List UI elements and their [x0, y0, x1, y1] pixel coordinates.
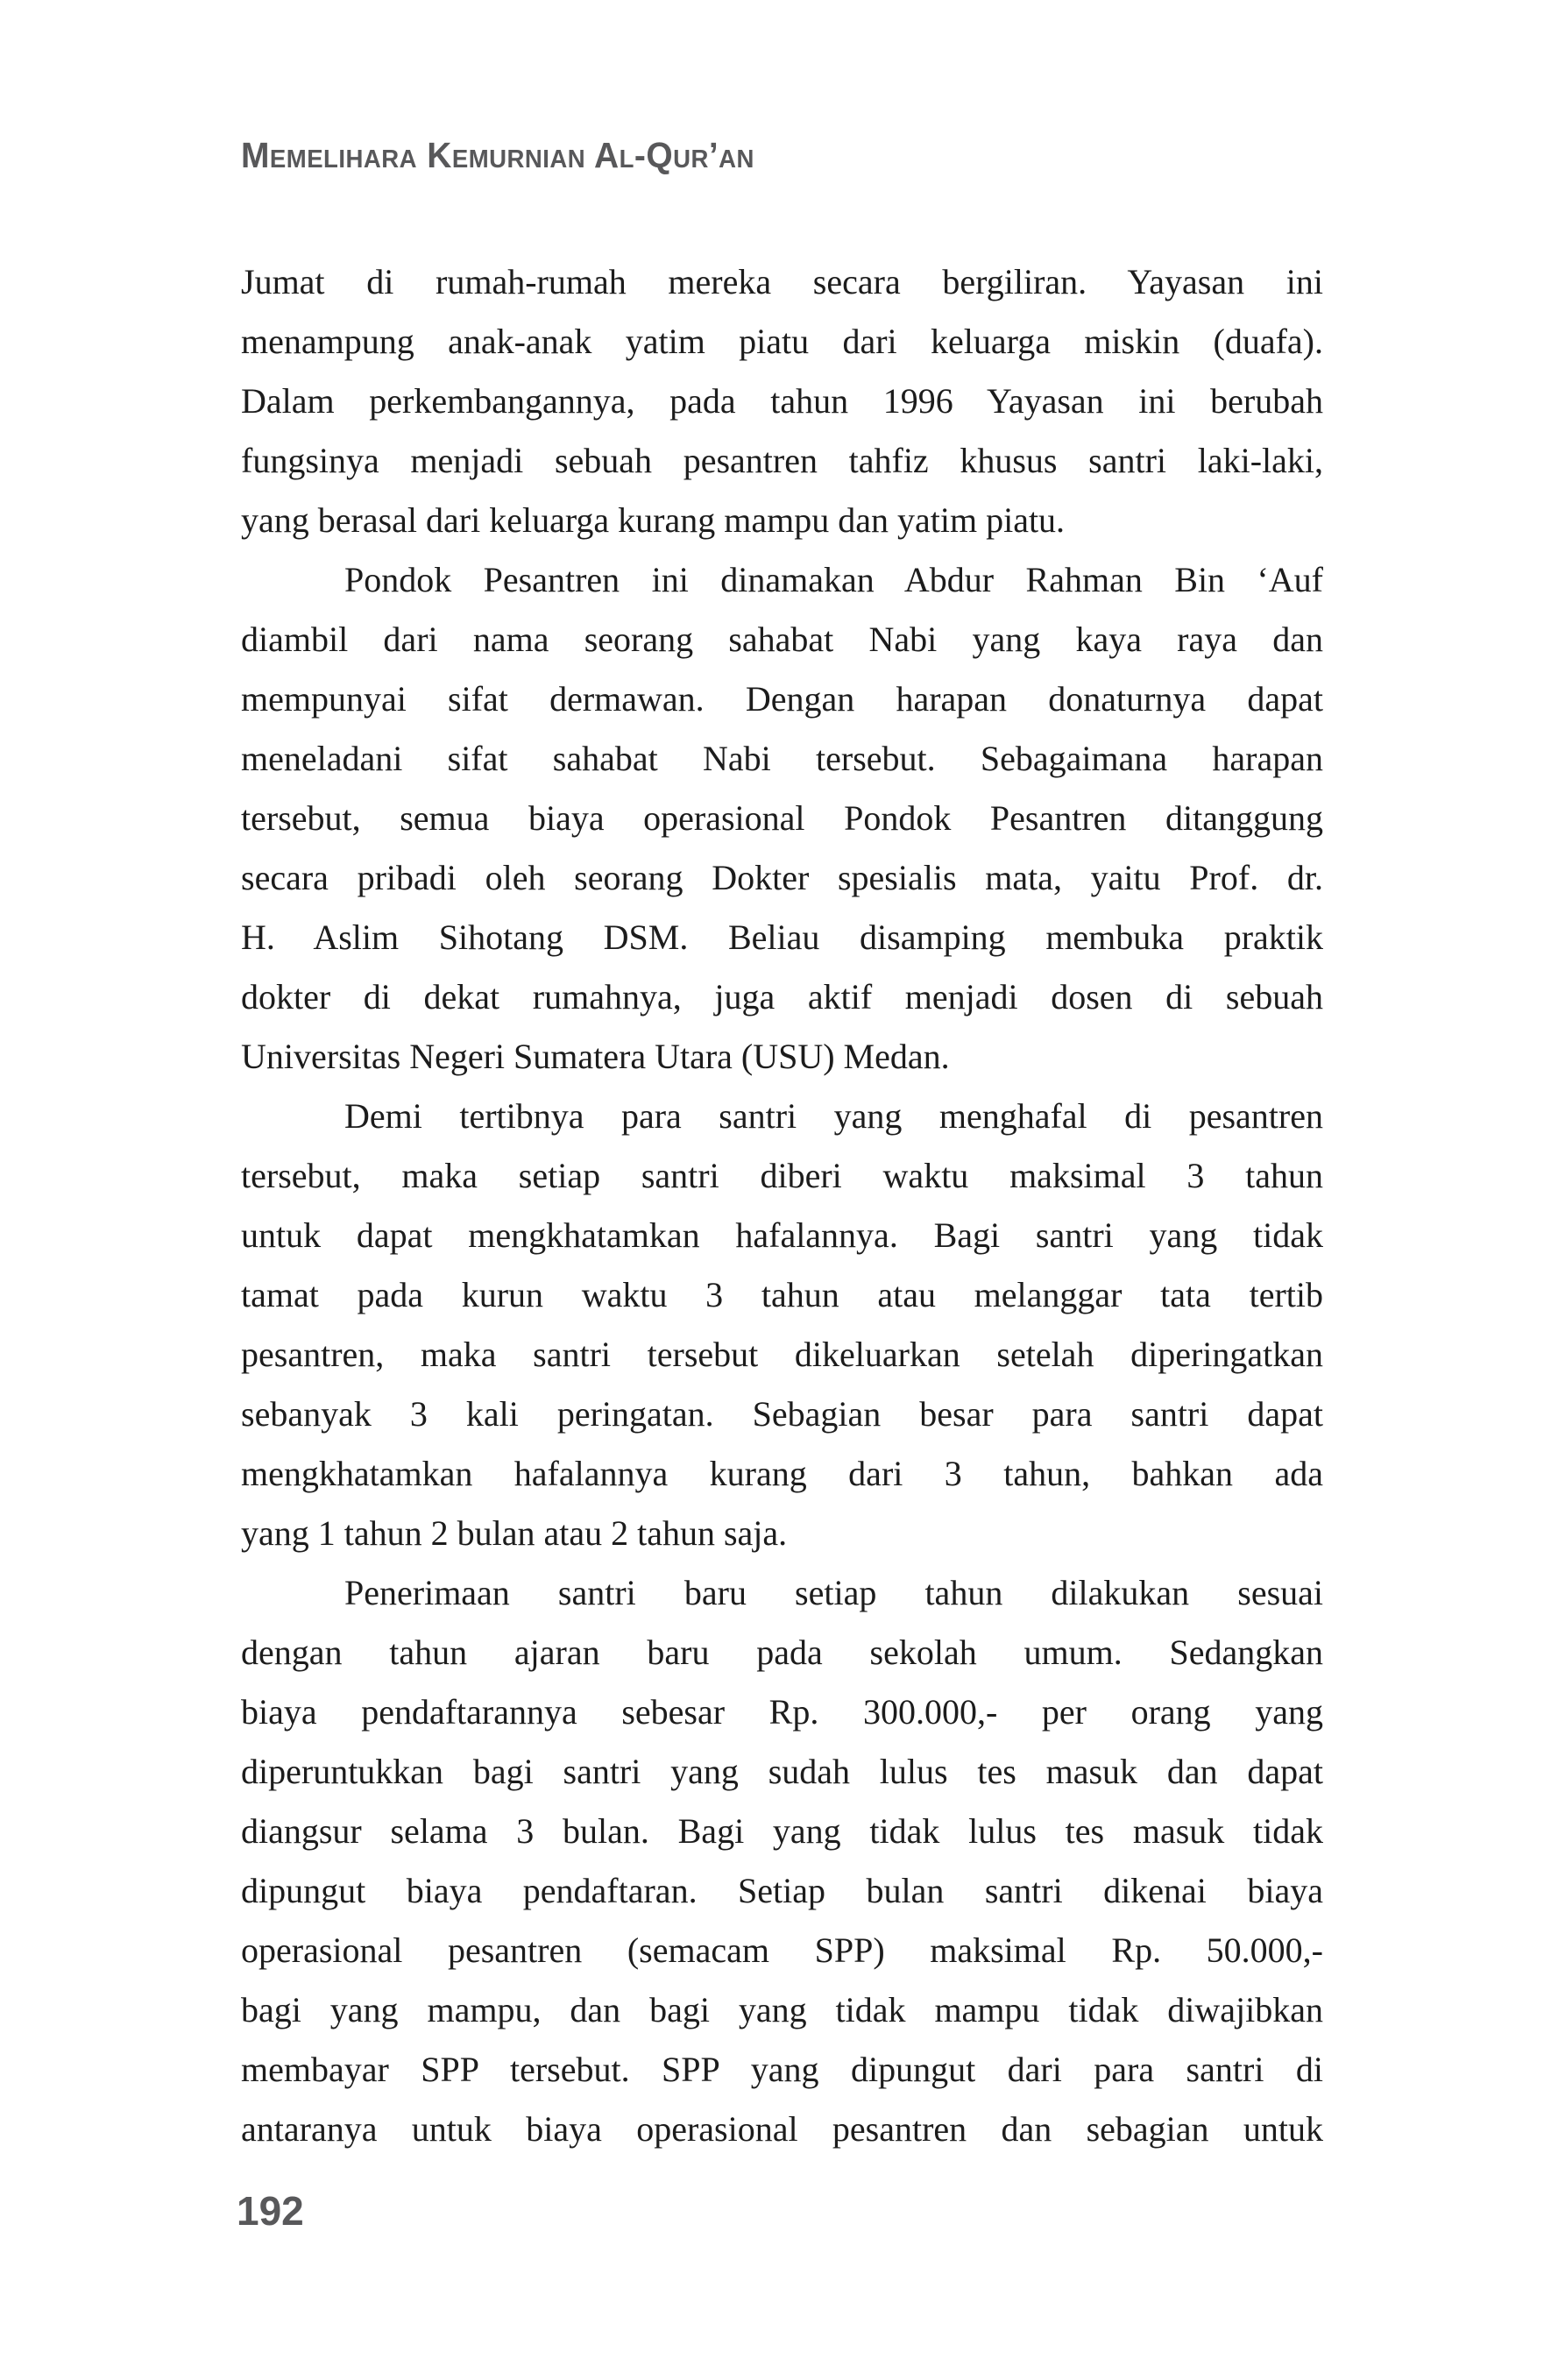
text-line: yang 1 tahun 2 bulan atau 2 tahun saja. — [241, 1513, 788, 1553]
text-line: diangsur selama 3 bulan. Bagi yang tidak lulus tes masuk tidak — [241, 1811, 1323, 1851]
text-line: diambil dari nama seorang sahabat Nabi yang kaya raya dan — [241, 620, 1323, 659]
text-line: mengkhatamkan hafalannya kurang dari 3 tahun, bahkan ada — [241, 1454, 1323, 1493]
text-line: membayar SPP tersebut. SPP yang dipungut dari para santri di — [241, 2050, 1323, 2089]
text-line: menampung anak-anak yatim piatu dari keluarga miskin (duafa). — [241, 322, 1323, 361]
text-line: pesantren, maka santri tersebut dikeluarkan setelah diperingatkan — [241, 1335, 1323, 1374]
text-line: operasional pesantren (semacam SPP) maksimal Rp. 50.000,- — [241, 1930, 1323, 1970]
text-line: untuk dapat mengkhatamkan hafalannya. Bagi santri yang tidak — [241, 1215, 1323, 1255]
text-line: biaya pendaftarannya sebesar Rp. 300.000,- per orang yang — [241, 1692, 1323, 1732]
text-line: tamat pada kurun waktu 3 tahun atau melanggar tata tertib — [241, 1275, 1323, 1314]
text-line: dengan tahun ajaran baru pada sekolah umum. Sedangkan — [241, 1633, 1323, 1672]
text-line: Penerimaan santri baru setiap tahun dilakukan sesuai — [344, 1573, 1323, 1612]
text-line: diperuntukkan bagi santri yang sudah lulus tes masuk dan dapat — [241, 1752, 1323, 1791]
text-line: sebanyak 3 kali peringatan. Sebagian besar para santri dapat — [241, 1394, 1323, 1434]
text-line: fungsinya menjadi sebuah pesantren tahfiz khusus santri laki-laki, — [241, 441, 1323, 480]
text-line: Pondok Pesantren ini dinamakan Abdur Rahman Bin ‘Auf — [344, 560, 1323, 599]
text-line: antaranya untuk biaya operasional pesantren dan sebagian untuk — [241, 2109, 1323, 2149]
text-line: bagi yang mampu, dan bagi yang tidak mampu tidak diwajibkan — [241, 1990, 1323, 2029]
text-line: meneladani sifat sahabat Nabi tersebut. Sebagaimana harapan — [241, 739, 1323, 778]
text-line: yang berasal dari keluarga kurang mampu dan yatim piatu. — [241, 500, 1066, 540]
text-line: Jumat di rumah-rumah mereka secara bergiliran. Yayasan ini — [241, 262, 1323, 301]
text-line: secara pribadi oleh seorang Dokter spesialis mata, yaitu Prof. dr. — [241, 858, 1323, 897]
text-line: Universitas Negeri Sumatera Utara (USU) Medan. — [241, 1037, 950, 1076]
text-line: dokter di dekat rumahnya, juga aktif menjadi dosen di sebuah — [241, 977, 1323, 1016]
running-header: Memelihara Kemurnian Al-Qur’an — [241, 135, 754, 175]
text-line: tersebut, semua biaya operasional Pondok Pesantren ditanggung — [241, 798, 1323, 838]
text-line: H. Aslim Sihotang DSM. Beliau disamping membuka praktik — [241, 917, 1323, 957]
text-line: tersebut, maka setiap santri diberi waktu maksimal 3 tahun — [241, 1156, 1323, 1195]
page-number: 192 — [237, 2188, 304, 2234]
body-text-block — [241, 252, 1323, 2159]
text-line: Demi tertibnya para santri yang menghafal di pesantren — [344, 1096, 1323, 1136]
text-line: mempunyai sifat dermawan. Dengan harapan donaturnya dapat — [241, 679, 1323, 719]
text-line: Dalam perkembangannya, pada tahun 1996 Yayasan ini berubah — [241, 381, 1323, 421]
text-line: dipungut biaya pendaftaran. Setiap bulan santri dikenai biaya — [241, 1871, 1323, 1910]
